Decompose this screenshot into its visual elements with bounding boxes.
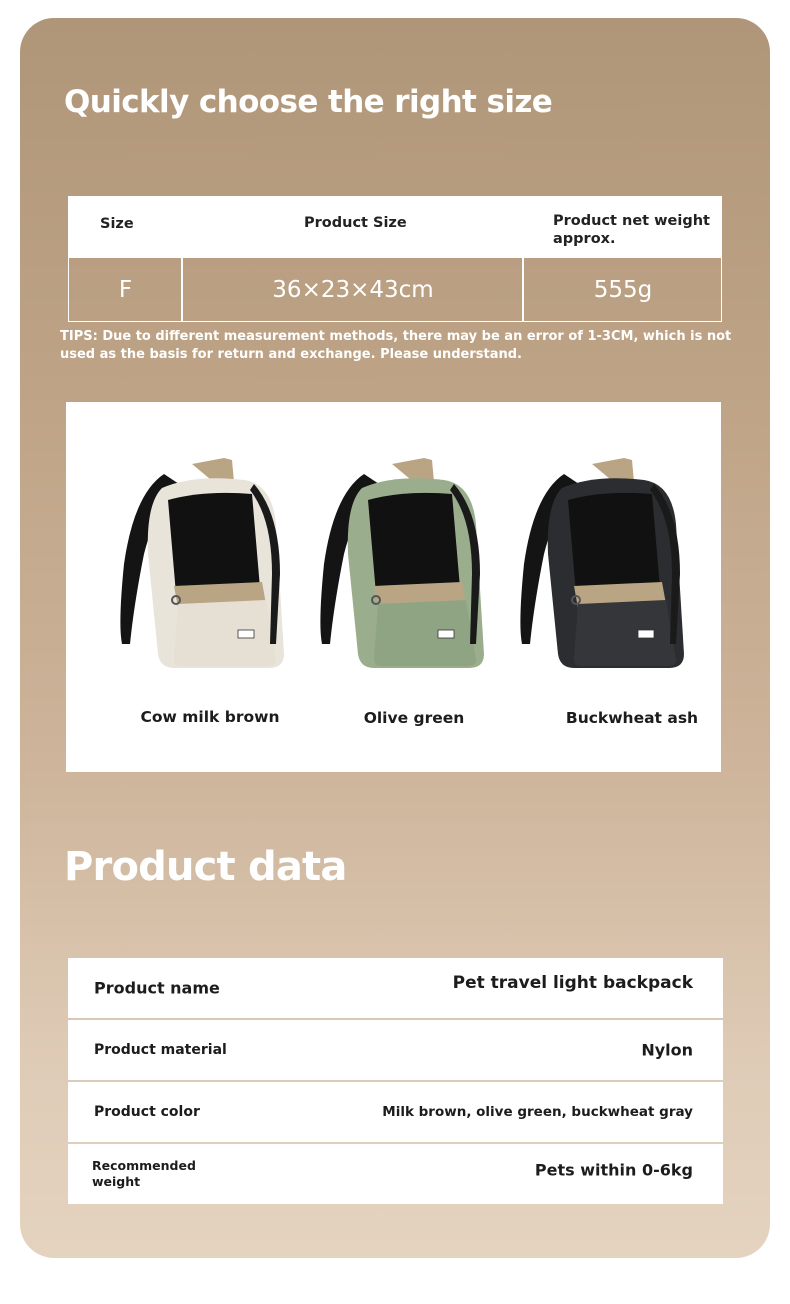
data-key: Recommended weight: [92, 1158, 196, 1189]
size-table-header: [68, 196, 722, 258]
backpack-image-olive-green: [304, 454, 494, 674]
data-value: Milk brown, olive green, buckwheat gray: [382, 1104, 693, 1120]
color-label-milk-brown: Cow milk brown: [140, 708, 280, 726]
product-data-title: Product data: [64, 844, 347, 890]
size-tips: TIPS: Due to different measurement methods, there may be an error of 1-3CM, which is not used as the basis for return and exchange. Please understand.: [60, 329, 732, 362]
product-data-table: [68, 958, 723, 1206]
data-row-color: [68, 1082, 723, 1142]
data-row-weight: [68, 1144, 723, 1204]
size-section-title: Quickly choose the right size: [64, 84, 553, 120]
header-size: Size: [100, 216, 134, 232]
data-row-material: [68, 1020, 723, 1080]
data-value: Pets within 0-6kg: [534, 1160, 693, 1180]
data-key: Product material: [94, 1042, 227, 1058]
cell-dimensions: 36×23×43cm: [272, 276, 434, 303]
header-net-weight: Product net weight approx.: [553, 213, 710, 247]
color-label-buckwheat-ash: Buckwheat ash: [565, 709, 699, 727]
color-label-olive-green: Olive green: [363, 709, 465, 727]
header-product-size: Product Size: [304, 215, 407, 231]
data-value: Pet travel light backpack: [452, 973, 693, 994]
data-key: Product color: [94, 1104, 200, 1120]
size-table-row: [68, 258, 722, 322]
backpack-image-milk-brown: [104, 454, 294, 674]
cell-size: F: [118, 276, 133, 303]
product-card: [20, 18, 770, 1258]
color-options-panel: [66, 402, 721, 772]
cell-weight: 555g: [593, 276, 653, 303]
backpack-image-buckwheat-ash: [504, 454, 694, 674]
data-key: Product name: [94, 978, 220, 998]
size-table: [68, 196, 722, 322]
data-value: Nylon: [641, 1040, 693, 1060]
data-row-name: [68, 958, 723, 1018]
